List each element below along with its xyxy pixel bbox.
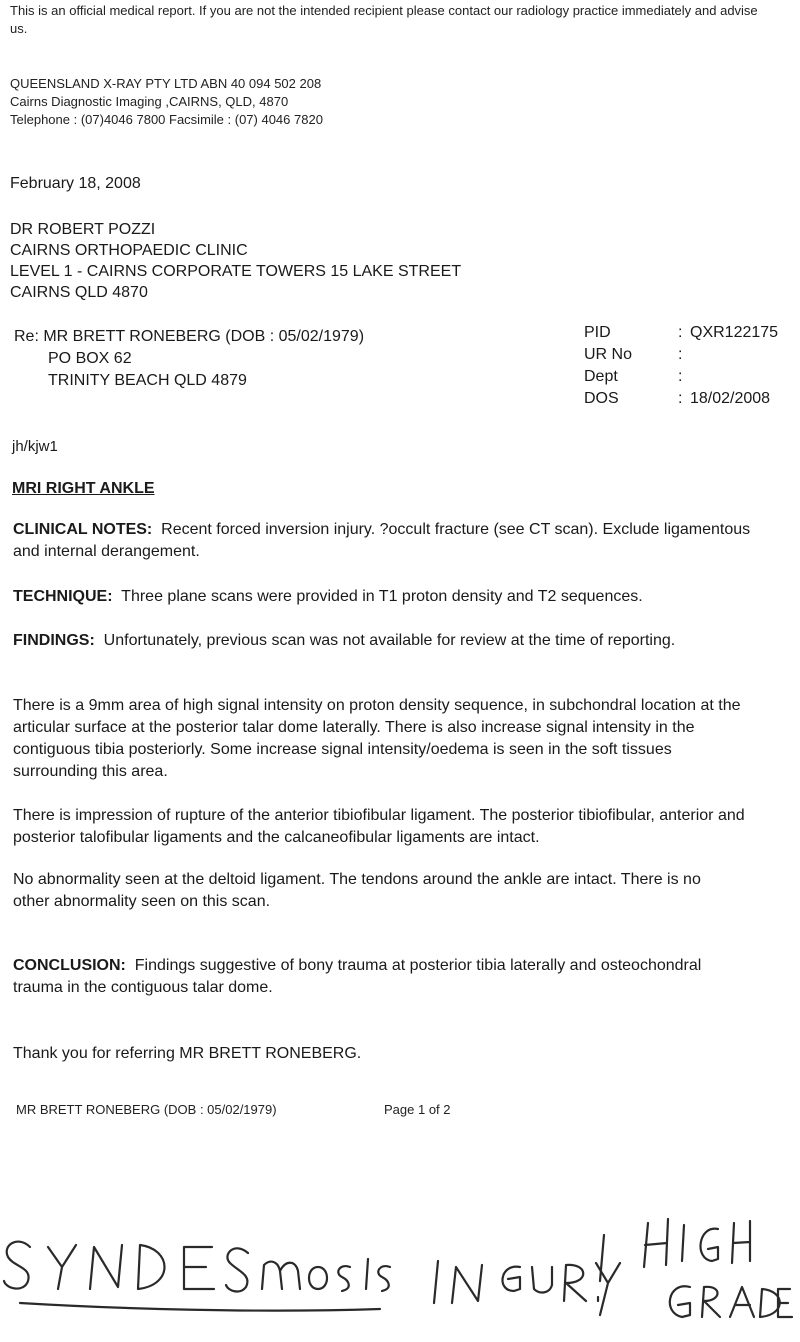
re-line-2: PO BOX 62 <box>48 350 132 367</box>
findings-label: FINDINGS: <box>13 632 95 649</box>
findings-paragraph-1: There is a 9mm area of high signal intensity on proton density sequence, in subchondral location at the articular surface at the posterior talar dome laterally. There is also increase signal intensity in the contiguous tibia posteriorly. Some increase signal intensity/oedema is seen in the soft tissues surrounding this area. <box>13 697 741 780</box>
handwriting-stroke <box>564 1265 586 1301</box>
handwriting-stroke <box>778 1289 792 1317</box>
pid-separator: : <box>678 324 683 341</box>
report-date: February 18, 2008 <box>10 175 141 192</box>
clinical-notes-label: CLINICAL NOTES: <box>13 521 153 538</box>
handwriting-stroke <box>644 1219 668 1267</box>
disclaimer-text: This is an official medical report. If you are not the intended recipient please contact our radiology practice immediately and advise us. <box>10 3 758 36</box>
dos-value: 18/02/2008 <box>690 390 771 407</box>
handwriting-stroke <box>670 1286 690 1317</box>
dept-separator: : <box>678 368 683 385</box>
dos-separator: : <box>678 390 683 407</box>
practice-header <box>10 75 323 129</box>
handwriting-stroke <box>48 1245 76 1289</box>
findings-section <box>13 630 713 652</box>
conclusion-label: CONCLUSION: <box>13 957 126 974</box>
ur-no-separator: : <box>678 346 683 363</box>
typist-initials: jh/kjw1 <box>12 438 58 455</box>
practice-line-2: Cairns Diagnostic Imaging ,CAIRNS, QLD, 4870 <box>10 94 289 109</box>
findings-paragraph-2: There is impression of rupture of the anterior tibiofibular ligament. The posterior tibiofibular, anterior and posterior talofibular ligaments and the calcaneofibular ligaments are intact. <box>13 807 745 846</box>
addressee-block <box>10 219 461 303</box>
report-title: MRI RIGHT ANKLE <box>12 480 155 497</box>
ur-no-row <box>584 344 778 366</box>
re-line-1: Re: MR BRETT RONEBERG (DOB : 05/02/1979) <box>14 328 365 345</box>
addressee-line-4: CAIRNS QLD 4870 <box>10 284 148 301</box>
handwriting-underline <box>20 1303 380 1311</box>
addressee-line-1: DR ROBERT POZZI <box>10 221 156 238</box>
thank-you-line: Thank you for referring MR BRETT RONEBERG. <box>13 1045 362 1062</box>
handwriting-stroke <box>184 1247 214 1289</box>
handwriting-stroke <box>366 1259 368 1289</box>
addressee-line-3: LEVEL 1 - CAIRNS CORPORATE TOWERS 15 LAKE STREET <box>10 263 462 280</box>
dos-label: DOS <box>584 390 619 407</box>
clinical-notes-text: Recent forced inversion injury. ?occult fracture (see CT scan). Exclude ligamentous and internal derangement. <box>13 521 751 560</box>
handwriting-stroke <box>732 1221 750 1263</box>
dept-row <box>584 366 778 388</box>
dept-value <box>690 366 778 388</box>
handwriting-stroke <box>682 1225 684 1261</box>
handwriting-stroke <box>309 1267 327 1289</box>
patient-re-block <box>14 326 364 392</box>
pid-value: QXR122175 <box>690 324 779 341</box>
practice-line-1: QUEENSLAND X-RAY PTY LTD ABN 40 094 502 208 <box>10 76 322 91</box>
clinical-notes-section <box>13 519 773 563</box>
handwriting-stroke <box>596 1263 620 1315</box>
handwriting-stroke <box>452 1265 482 1303</box>
handwritten-annotation <box>0 1205 800 1342</box>
handwriting-stroke <box>532 1267 552 1292</box>
handwriting-stroke <box>434 1261 438 1303</box>
footer-page-number: Page 1 of 2 <box>384 1102 451 1117</box>
conclusion-section <box>13 955 713 999</box>
re-line-3: TRINITY BEACH QLD 4879 <box>48 372 247 389</box>
pid-row <box>584 322 778 344</box>
handwriting-stroke <box>226 1248 248 1291</box>
dos-row <box>584 388 778 410</box>
technique-text: Three plane scans were provided in T1 proton density and T2 sequences. <box>121 588 643 605</box>
handwriting-stroke <box>503 1267 520 1291</box>
ur-no-value <box>690 344 778 366</box>
handwriting-stroke <box>702 1287 720 1317</box>
handwriting-stroke <box>701 1229 718 1261</box>
handwriting-stroke <box>138 1245 165 1289</box>
handwriting-stroke <box>378 1266 390 1291</box>
addressee-line-2: CAIRNS ORTHOPAEDIC CLINIC <box>10 242 248 259</box>
ur-no-label: UR No <box>584 346 633 363</box>
handwriting-stroke <box>730 1287 754 1317</box>
findings-paragraph-3: No abnormality seen at the deltoid ligament. The tendons around the ankle are intact. There is no other abnormality seen on this scan. <box>13 871 701 910</box>
findings-text: Unfortunately, previous scan was not available for review at the time of reporting. <box>103 632 676 649</box>
technique-label: TECHNIQUE: <box>13 588 113 605</box>
conclusion-text: Findings suggestive of bony trauma at posterior tibia laterally and osteochondral trauma in the contiguous talar dome. <box>13 957 702 996</box>
dept-label: Dept <box>584 368 618 385</box>
pid-label: PID <box>584 324 611 341</box>
footer-patient: MR BRETT RONEBERG (DOB : 05/02/1979) <box>16 1102 277 1117</box>
handwriting-stroke <box>4 1242 30 1289</box>
patient-id-table <box>584 322 778 410</box>
technique-section <box>13 586 773 608</box>
practice-line-3: Telephone : (07)4046 7800 Facsimile : (07) 4046 7820 <box>10 112 323 127</box>
handwriting-stroke <box>90 1245 122 1289</box>
handwriting-stroke <box>262 1262 300 1289</box>
handwriting-stroke <box>760 1289 780 1317</box>
handwriting-stroke <box>338 1266 350 1291</box>
